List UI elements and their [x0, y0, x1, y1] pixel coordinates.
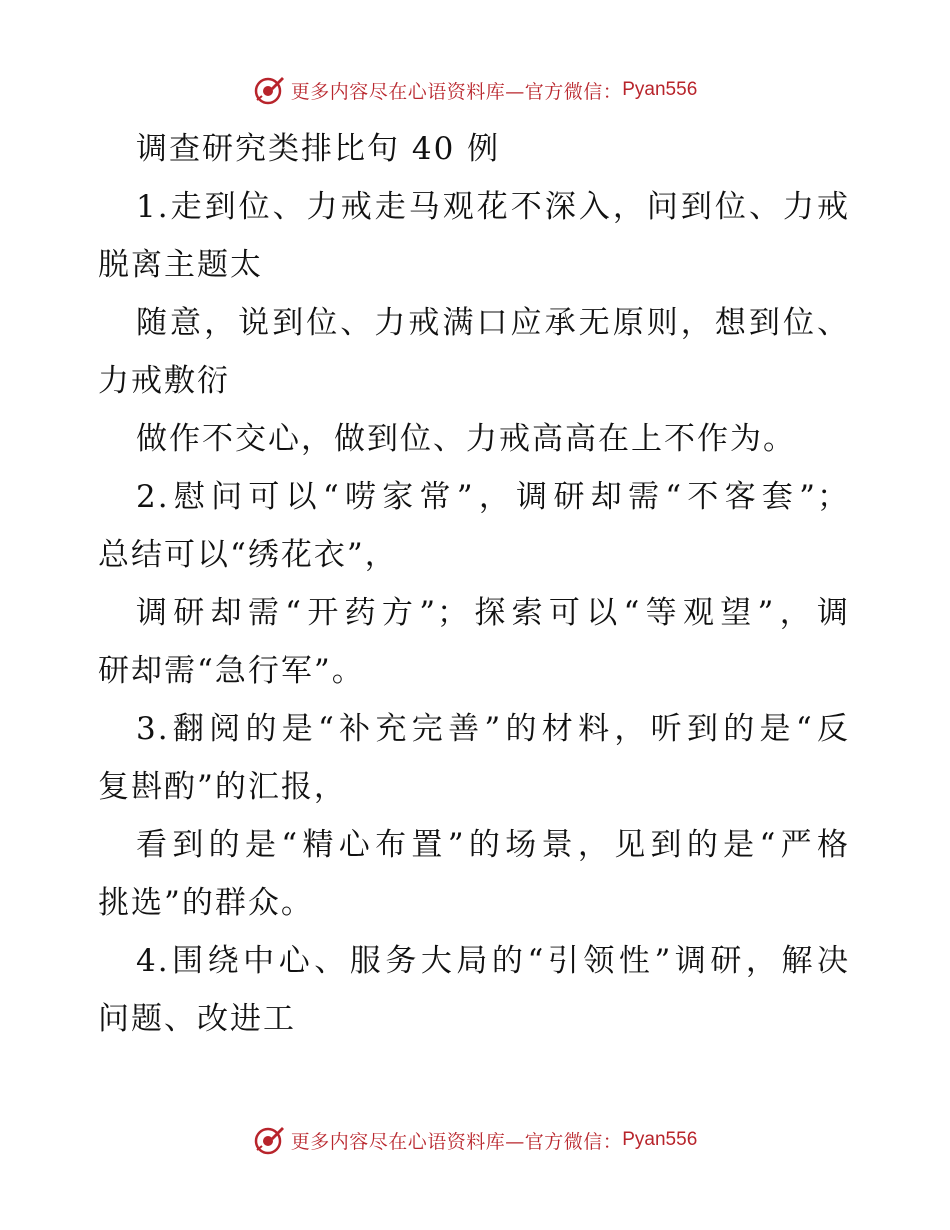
- banner-text: 更多内容尽在心语资料库—官方微信：: [290, 80, 623, 103]
- paragraph-line: 挑选”的群众。: [98, 885, 314, 921]
- header-banner: [0, 70, 950, 110]
- paragraph-line: 3.翻阅的是“补充完善”的材料，听到的是“反: [136, 711, 850, 747]
- wechat-id: Pyan556: [622, 1129, 698, 1150]
- banner-text: 更多内容尽在心语资料库—官方微信：: [290, 1130, 623, 1153]
- paragraph-line: 随意，说到位、力戒满口应承无原则，想到位、: [136, 305, 850, 341]
- pen-circle-logo-icon: [253, 1124, 285, 1156]
- paragraph-line: 总结可以“绣花衣”，: [98, 537, 398, 573]
- document-title: 调查研究类排比句 40 例: [136, 131, 501, 167]
- paragraph-line: 问题、改进工: [98, 1001, 296, 1037]
- paragraph-line: 2.慰问可以“唠家常”，调研却需“不客套”；: [136, 479, 850, 515]
- pen-circle-logo-icon: [253, 74, 285, 106]
- footer-banner: [0, 1120, 950, 1160]
- paragraph-line: 复斟酌”的汇报，: [98, 769, 347, 805]
- paragraph-line: 脱离主题太: [98, 247, 263, 283]
- document-body: [98, 120, 850, 1048]
- paragraph-line: 力戒敷衍: [98, 363, 230, 399]
- paragraph-line: 看到的是“精心布置”的场景，见到的是“严格: [136, 827, 850, 863]
- paragraph-line: 1.走到位、力戒走马观花不深入，问到位、力戒: [136, 189, 850, 225]
- paragraph-line: 4.围绕中心、服务大局的“引领性”调研，解决: [136, 943, 850, 979]
- paragraph-line: 做作不交心，做到位、力戒高高在上不作为。: [136, 421, 796, 457]
- paragraph-line: 调研却需“开药方”；探索可以“等观望”，调: [136, 595, 850, 631]
- paragraph-line: 研却需“急行军”。: [98, 653, 365, 689]
- wechat-id: Pyan556: [622, 79, 698, 100]
